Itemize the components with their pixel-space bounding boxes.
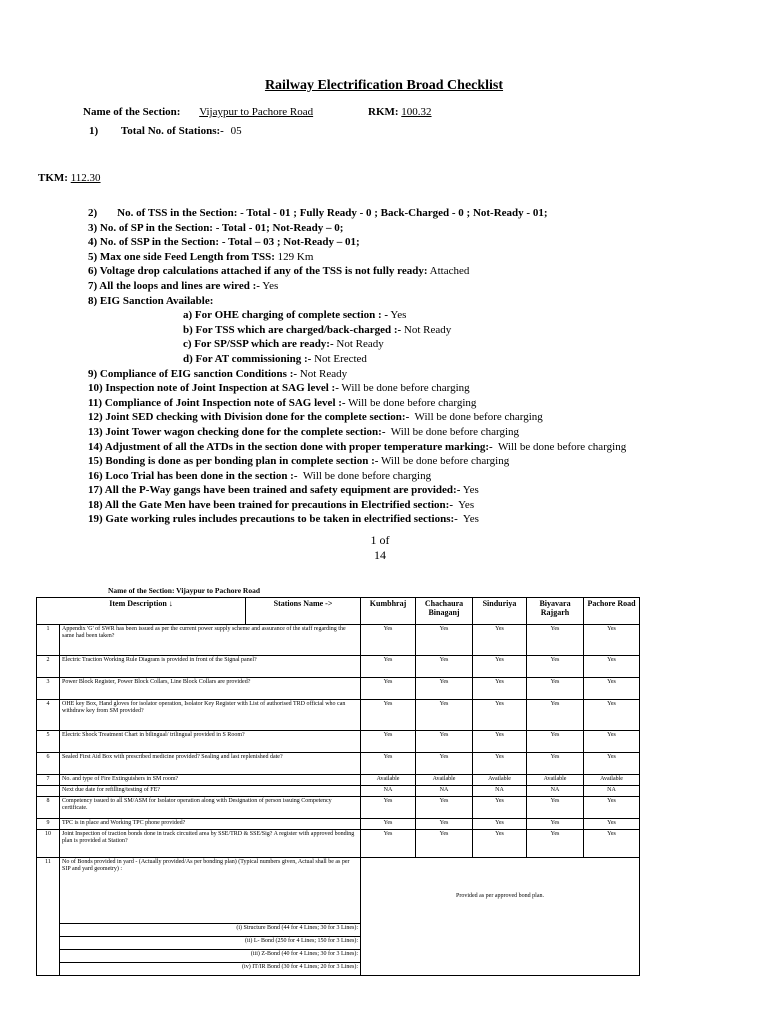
item-answer: Yes (388, 309, 407, 322)
station-value: Yes (473, 731, 527, 753)
checklist-item (88, 221, 626, 236)
checklist-item (88, 206, 626, 221)
station-value: Yes (527, 819, 584, 830)
item-question: 14) Adjustment of all the ATDs in the section done with proper temperature marking:- (88, 440, 493, 453)
station-value: NA (584, 786, 640, 797)
section-line (83, 105, 313, 120)
table-row (37, 775, 640, 786)
station-value: Yes (361, 625, 416, 656)
row-number: 4 (37, 700, 60, 731)
item-question: 9) Compliance of EIG sanction Conditions :- (88, 367, 298, 380)
checklist-table (36, 597, 640, 976)
station-value: Yes (584, 797, 640, 819)
table-row (37, 786, 640, 797)
section-label: Name of the Section: (83, 106, 181, 118)
station-value: Yes (584, 830, 640, 858)
item-question: 15) Bonding is done as per bonding plan in complete section :- (88, 455, 379, 468)
station-value: Yes (416, 731, 473, 753)
station-value: Available (527, 775, 584, 786)
station-value: Yes (584, 656, 640, 678)
checklist-item (88, 323, 626, 338)
row-number: 3 (37, 678, 60, 700)
checklist-item (88, 498, 626, 513)
table-row (37, 830, 640, 858)
tkm-label: TKM: (38, 172, 68, 184)
item-question: 6) Voltage drop calculations attached if any of the TSS is not fully ready: (88, 265, 428, 278)
row-description: No. and type of Fire Extinguishers in SM room? (60, 775, 361, 786)
item-question: No. of TSS in the Section: - Total - 01 ; Fully Ready - 0 ; Back-Charged - 0 ; Not-Ready - 01; (117, 207, 548, 219)
station-value: Yes (416, 625, 473, 656)
item-answer: Will be done before charging (385, 425, 520, 438)
page-line-1: 1 of (370, 533, 390, 547)
table-row (37, 731, 640, 753)
item-answer: Will be done before charging (492, 440, 627, 453)
row-number: 6 (37, 753, 60, 775)
checklist-item (88, 381, 626, 396)
row-description: No of Bonds provided in yard - (Actually provided/As per bonding plan) (Typical numbers given, Actual shall be as per SIP and yard geometry) : (60, 858, 361, 924)
station-header: Chachaura Binaganj (416, 598, 473, 625)
item-question: 3) No. of SP in the Section: - Total - 01; Not-Ready – 0; (88, 221, 344, 234)
station-value: Yes (416, 819, 473, 830)
station-value: Yes (527, 731, 584, 753)
checklist-item (88, 483, 626, 498)
station-header: Biyavara Rajgarh (527, 598, 584, 625)
bond-label: (iv) IT/IR Bond (30 for 4 Lines; 20 for 3 Lines): (60, 963, 361, 976)
item-answer: Not Erected (311, 352, 367, 365)
row-description: Appendix 'G' of SWR has been issued as per the current power supply scheme and assurance of the staff regarding the same had been taken? (60, 625, 361, 656)
item-answer: 129 Km (274, 250, 314, 263)
document-title: Railway Electrification Broad Checklist (264, 78, 504, 93)
table-row (37, 678, 640, 700)
station-value: Yes (527, 797, 584, 819)
station-value: Yes (584, 678, 640, 700)
item-question: c) For SP/SSP which are ready:- (183, 338, 334, 351)
station-value: Yes (584, 819, 640, 830)
checklist-item (88, 235, 626, 250)
station-value: Yes (527, 678, 584, 700)
row-description: Electric Traction Working Rule Diagram is provided in front of the Signal panel? (60, 656, 361, 678)
row-number: 11 (37, 858, 60, 976)
station-header: Pachore Road (584, 598, 640, 625)
station-value: Yes (361, 656, 416, 678)
item-answer: Will be done before charging (409, 411, 543, 424)
row-number: 9 (37, 819, 60, 830)
stations-value: 05 (230, 125, 242, 137)
table-row (37, 819, 640, 830)
item-answer: Will be done before charging (297, 469, 432, 482)
row-description: OHE key Box, Hand gloves for isolator operation, Isolator Key Register with List of authorised TRD official who can withdraw key from SM provided? (60, 700, 361, 731)
item-answer: Yes (460, 484, 479, 497)
table-header-row (37, 598, 640, 625)
station-value: Yes (473, 656, 527, 678)
station-value: Available (473, 775, 527, 786)
row-number (37, 786, 60, 797)
item-answer: Attached (427, 265, 470, 278)
checklist-item (88, 396, 626, 411)
station-value: Yes (361, 830, 416, 858)
station-value: Yes (584, 625, 640, 656)
station-value: Yes (473, 678, 527, 700)
stations-line (89, 124, 242, 139)
item-question: 18) All the Gate Men have been trained for precautions in Electrified section:- (88, 498, 453, 511)
row-number: 7 (37, 775, 60, 786)
table-row (37, 753, 640, 775)
row-description: Sealed First Aid Box with prescribed medicine provided? Sealing and last replenished date? (60, 753, 361, 775)
table-row (37, 656, 640, 678)
station-value: Yes (361, 678, 416, 700)
row-description: Next due date for refilling/testing of FE? (60, 786, 361, 797)
page-line-2: 14 (374, 548, 386, 562)
station-value: Yes (473, 753, 527, 775)
bond-label: (iii) Z-Bond (40 for 4 Lines; 30 for 3 Lines): (60, 950, 361, 963)
station-value: NA (473, 786, 527, 797)
checklist-item (88, 250, 626, 265)
row-description: Joint Inspection of traction bonds done in track circuited area by SSE/TRD & SSE/Sig? A register with approved bonding plan is provided at Station? (60, 830, 361, 858)
bond-label: (i) Structure Bond (44 for 4 Lines; 30 for 3 Lines): (60, 924, 361, 937)
section-value: Vijaypur to Pachore Road (199, 106, 314, 118)
checklist-item (88, 454, 626, 469)
station-value: Yes (473, 830, 527, 858)
item-question: 4) No. of SSP in the Section: - Total – 03 ; Not-Ready – 01; (88, 236, 360, 249)
item-question: 12) Joint SED checking with Division done for the complete section:- (88, 411, 410, 424)
table-row (37, 625, 640, 656)
station-value: Available (361, 775, 416, 786)
rkm-value: 100.32 (401, 106, 432, 118)
station-value: Yes (361, 819, 416, 830)
station-value: Yes (527, 830, 584, 858)
item-answer: Yes (259, 279, 279, 292)
checklist-item (88, 469, 626, 484)
station-value: NA (416, 786, 473, 797)
station-value: Yes (361, 753, 416, 775)
tkm-line (38, 171, 101, 186)
station-value: Available (584, 775, 640, 786)
station-value: Yes (584, 753, 640, 775)
page-number (330, 533, 430, 563)
item-question: 7) All the loops and lines are wired :- (88, 279, 260, 292)
row-description: Electric Shock Treatment Chart in bilingual/ trilingual provided in S Room? (60, 731, 361, 753)
stations-name-header: Stations Name -> (246, 598, 361, 625)
station-value: Yes (416, 830, 473, 858)
table-row (37, 700, 640, 731)
station-header: Sinduriya (473, 598, 527, 625)
item-description-header: Item Description ↓ (37, 598, 246, 625)
rkm-label: RKM: (368, 106, 399, 118)
checklist-item (88, 264, 626, 279)
row-number: 5 (37, 731, 60, 753)
item-answer: Will be done before charging (345, 396, 477, 409)
item-number: 2) (88, 207, 98, 219)
row-number: 8 (37, 797, 60, 819)
station-value: NA (361, 786, 416, 797)
station-value: Yes (473, 700, 527, 731)
item-answer: Will be done before charging (338, 382, 470, 395)
station-value: Yes (473, 819, 527, 830)
station-value: Yes (584, 731, 640, 753)
item-question: d) For AT commissioning :- (183, 352, 312, 365)
item-question: 8) EIG Sanction Available: (88, 294, 214, 307)
item-answer: Not Ready (297, 367, 348, 380)
station-value: Yes (527, 700, 584, 731)
item-answer: Not Ready (333, 338, 384, 351)
station-value: Yes (584, 700, 640, 731)
station-value: Yes (361, 731, 416, 753)
stations-num: 1) (89, 125, 99, 137)
table-row (37, 858, 640, 924)
bond-label: (ii) L- Bond (250 for 4 Lines; 150 for 3 Lines): (60, 937, 361, 950)
row-number: 10 (37, 830, 60, 858)
checklist-item (88, 352, 626, 367)
station-value: Yes (527, 753, 584, 775)
station-value: Yes (361, 700, 416, 731)
item-question: 17) All the P-Way gangs have been trained and safety equipment are provided:- (88, 484, 461, 497)
item-answer: Will be done before charging (378, 455, 510, 468)
item-question: 11) Compliance of Joint Inspection note of SAG level :- (88, 396, 346, 409)
row-description: Competency issued to all SM/ASM for Isolator operation along with Designation of person issuing Competency certificate. (60, 797, 361, 819)
bond-plan-note: Provided as per approved bond plan. (361, 858, 640, 976)
station-value: Yes (416, 797, 473, 819)
station-value: NA (527, 786, 584, 797)
item-answer: Yes (453, 498, 475, 511)
item-question: a) For OHE charging of complete section : - (183, 309, 389, 322)
checklist-item (88, 308, 626, 323)
station-value: Yes (527, 656, 584, 678)
item-answer: Not Ready (401, 323, 452, 336)
tkm-value: 112.30 (70, 172, 101, 184)
checklist-item (88, 294, 626, 309)
stations-label: Total No. of Stations:- (120, 125, 224, 137)
rkm-line (368, 105, 432, 120)
station-value: Yes (416, 656, 473, 678)
station-value: Available (416, 775, 473, 786)
checklist-item (88, 410, 626, 425)
row-number: 1 (37, 625, 60, 656)
checklist-item (88, 512, 626, 527)
checklist-items (88, 206, 626, 527)
item-answer: Yes (457, 513, 479, 526)
checklist-item (88, 279, 626, 294)
station-value: Yes (473, 625, 527, 656)
table-row (37, 797, 640, 819)
item-question: b) For TSS which are charged/back-charged :- (183, 323, 402, 336)
item-question: 10) Inspection note of Joint Inspection at SAG level :- (88, 382, 339, 395)
checklist-item (88, 367, 626, 382)
item-question: 13) Joint Tower wagon checking done for the complete section:- (88, 425, 386, 438)
station-value: Yes (527, 625, 584, 656)
row-number: 2 (37, 656, 60, 678)
checklist-item (88, 440, 626, 455)
station-value: Yes (416, 678, 473, 700)
checklist-item (88, 337, 626, 352)
station-value: Yes (473, 797, 527, 819)
item-question: 16) Loco Trial has been done in the section :- (88, 469, 298, 482)
table-caption: Name of the Section: Vijaypur to Pachore Road (108, 586, 260, 595)
station-value: Yes (416, 700, 473, 731)
row-description: TPC is in place and Working TPC phone provided? (60, 819, 361, 830)
station-header: Kumbhraj (361, 598, 416, 625)
item-question: 5) Max one side Feed Length from TSS: (88, 250, 275, 263)
row-description: Power Block Register, Power Block Collars, Line Block Collars are provided? (60, 678, 361, 700)
station-value: Yes (416, 753, 473, 775)
checklist-item (88, 425, 626, 440)
item-question: 19) Gate working rules includes precautions to be taken in electrified sections:- (88, 513, 458, 526)
station-value: Yes (361, 797, 416, 819)
